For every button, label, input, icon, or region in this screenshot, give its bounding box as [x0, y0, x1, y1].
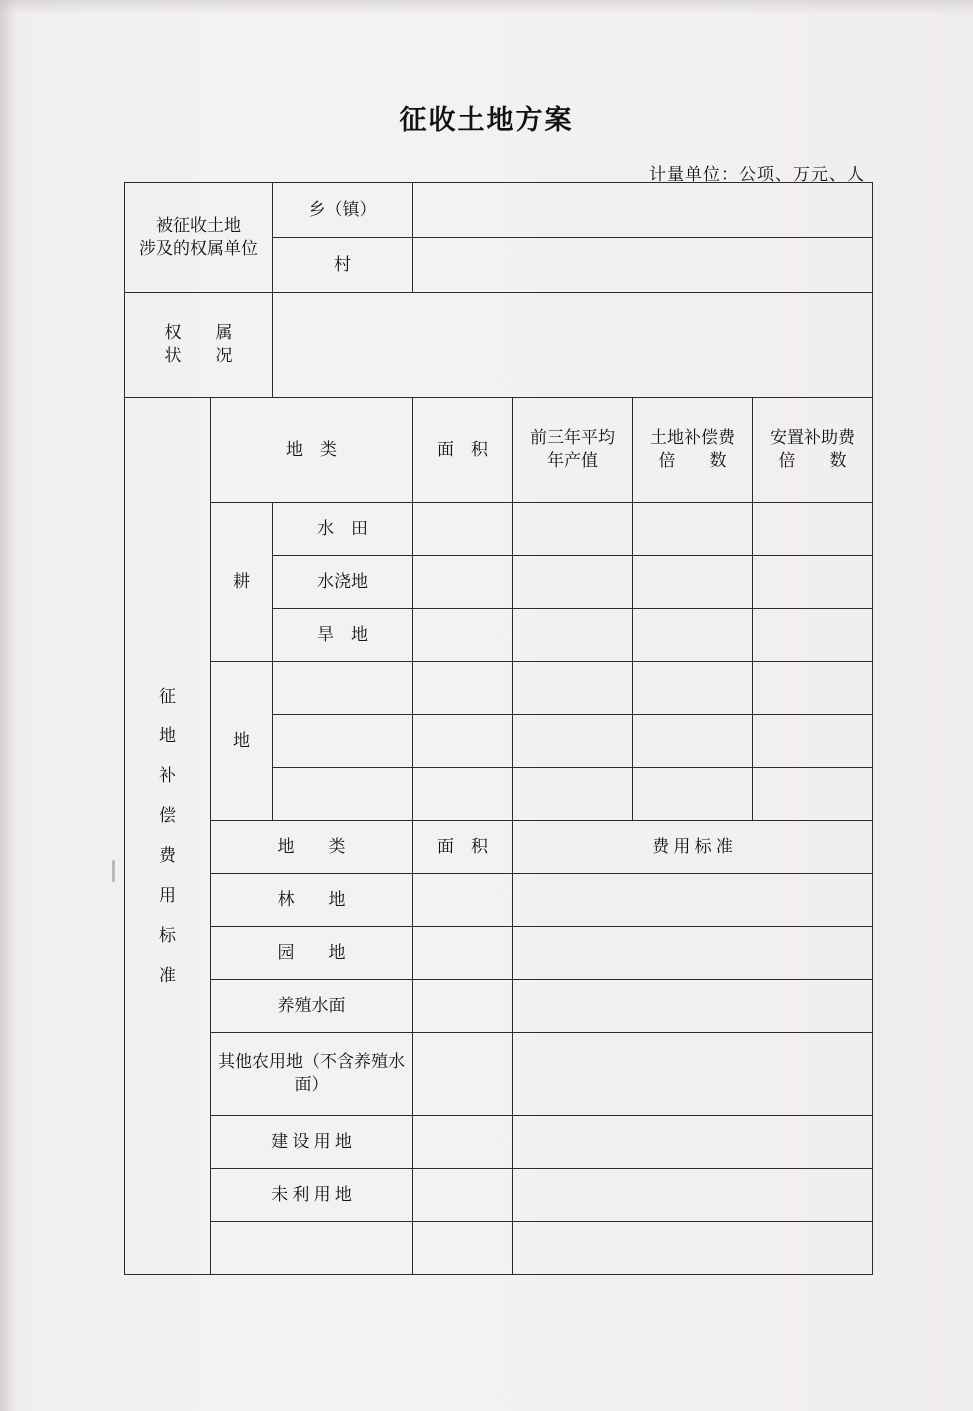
farmland-row-landcomp-2[interactable]	[633, 609, 753, 662]
table-row-owner-town	[125, 183, 873, 238]
other-row-fee-4[interactable]	[513, 1116, 873, 1169]
farmland-row-name-4[interactable]	[273, 715, 413, 768]
farmland-row-yield-5[interactable]	[513, 768, 633, 821]
farmland-row-yield-1[interactable]	[513, 556, 633, 609]
header-resettlement-subsidy	[753, 398, 873, 503]
header-avg-yield-line2: 年产值	[547, 451, 598, 470]
other-row-area-5[interactable]	[413, 1169, 513, 1222]
header-area: 面 积	[413, 398, 513, 503]
owner-unit-label	[125, 183, 273, 293]
other-row-name-0: 林 地	[211, 874, 413, 927]
compensation-side-label	[125, 398, 211, 1275]
farmland-group-label-top: 耕	[211, 503, 273, 662]
farmland-row-area-0[interactable]	[413, 503, 513, 556]
side-label-char-4: 费	[159, 846, 176, 865]
table-row-farmland-blank-1	[125, 662, 873, 715]
scan-artifact	[112, 860, 115, 882]
other-row-fee-2[interactable]	[513, 980, 873, 1033]
farmland-row-area-1[interactable]	[413, 556, 513, 609]
ownership-status-label-line1: 权 属	[164, 323, 233, 343]
table-row-aquaculture-surface	[125, 980, 873, 1033]
land-requisition-form-table	[124, 182, 873, 1275]
farmland-row-area-3[interactable]	[413, 662, 513, 715]
farmland-row-resettle-1[interactable]	[753, 556, 873, 609]
header-resettlement-line1: 安置补助费	[770, 428, 855, 448]
farmland-row-yield-2[interactable]	[513, 609, 633, 662]
farmland-row-yield-0[interactable]	[513, 503, 633, 556]
other-row-fee-3[interactable]	[513, 1033, 873, 1116]
scan-edge-shadow-top	[0, 0, 973, 14]
owner-unit-label-line2: 涉及的权属单位	[139, 238, 258, 258]
farmland-row-landcomp-0[interactable]	[633, 503, 753, 556]
town-label: 乡（镇）	[273, 183, 413, 238]
other-row-area-3[interactable]	[413, 1033, 513, 1116]
farmland-row-resettle-2[interactable]	[753, 609, 873, 662]
side-label-char-0: 征	[159, 686, 176, 706]
other-row-name-6[interactable]	[211, 1222, 413, 1275]
header-avg-yield-line1: 前三年平均	[530, 428, 615, 448]
header-land-compensation	[633, 398, 753, 503]
header-land-compensation-line1: 土地补偿费	[650, 428, 735, 448]
header-land-type: 地 类	[211, 398, 413, 503]
subheader-area: 面 积	[413, 821, 513, 874]
other-row-fee-6[interactable]	[513, 1222, 873, 1275]
farmland-row-name-1: 水浇地	[273, 556, 413, 609]
table-row-subheader	[125, 821, 873, 874]
farmland-row-area-5[interactable]	[413, 768, 513, 821]
other-row-area-0[interactable]	[413, 874, 513, 927]
other-row-name-1: 园 地	[211, 927, 413, 980]
header-avg-yield	[513, 398, 633, 503]
other-row-name-5: 未 利 用 地	[211, 1169, 413, 1222]
farmland-row-name-5[interactable]	[273, 768, 413, 821]
table-row-garden-land	[125, 927, 873, 980]
farmland-row-landcomp-5[interactable]	[633, 768, 753, 821]
ownership-status-value-field[interactable]	[273, 293, 873, 398]
other-row-area-6[interactable]	[413, 1222, 513, 1275]
table-row-unused-land	[125, 1169, 873, 1222]
other-row-name-2: 养殖水面	[211, 980, 413, 1033]
measurement-unit-note: 计量单位：公项、万元、人	[649, 165, 865, 184]
farmland-row-area-4[interactable]	[413, 715, 513, 768]
table-row-construction-land	[125, 1116, 873, 1169]
table-row-compensation-header	[125, 398, 873, 503]
page-title: 征收土地方案	[399, 105, 574, 136]
other-row-area-1[interactable]	[413, 927, 513, 980]
scan-edge-shadow-left	[0, 0, 18, 1411]
ownership-status-label-line2: 状 况	[164, 346, 233, 365]
farmland-row-resettle-4[interactable]	[753, 715, 873, 768]
farmland-row-landcomp-3[interactable]	[633, 662, 753, 715]
header-resettlement-line2: 倍 数	[778, 451, 847, 470]
side-label-char-3: 偿	[159, 806, 176, 826]
compensation-side-label-chars	[125, 677, 210, 996]
side-label-char-6: 标	[159, 925, 176, 945]
side-label-char-2: 补	[159, 766, 176, 786]
table-row-ownership-status	[125, 293, 873, 398]
side-label-char-5: 用	[159, 885, 176, 905]
subheader-land-type: 地 类	[211, 821, 413, 874]
town-value-field[interactable]	[413, 183, 873, 238]
other-row-area-4[interactable]	[413, 1116, 513, 1169]
farmland-row-landcomp-1[interactable]	[633, 556, 753, 609]
other-row-fee-0[interactable]	[513, 874, 873, 927]
farmland-row-resettle-5[interactable]	[753, 768, 873, 821]
other-row-fee-5[interactable]	[513, 1169, 873, 1222]
farmland-row-yield-4[interactable]	[513, 715, 633, 768]
table-row-forest-land	[125, 874, 873, 927]
side-label-char-7: 准	[159, 965, 176, 985]
farmland-row-resettle-0[interactable]	[753, 503, 873, 556]
farmland-group-label-bottom: 地	[211, 662, 273, 821]
other-row-name-4: 建 设 用 地	[211, 1116, 413, 1169]
farmland-row-name-2: 旱 地	[273, 609, 413, 662]
ownership-status-label	[125, 293, 273, 398]
farmland-row-name-3[interactable]	[273, 662, 413, 715]
other-row-fee-1[interactable]	[513, 927, 873, 980]
farmland-row-landcomp-4[interactable]	[633, 715, 753, 768]
farmland-row-area-2[interactable]	[413, 609, 513, 662]
village-value-field[interactable]	[413, 238, 873, 293]
table-row-farmland-paddy	[125, 503, 873, 556]
owner-unit-label-line1: 被征收土地	[156, 215, 241, 235]
header-land-compensation-line2: 倍 数	[658, 451, 727, 470]
other-row-area-2[interactable]	[413, 980, 513, 1033]
table-row-other-blank	[125, 1222, 873, 1275]
subheader-fee-standard: 费 用 标 准	[513, 821, 873, 874]
farmland-row-yield-3[interactable]	[513, 662, 633, 715]
farmland-row-resettle-3[interactable]	[753, 662, 873, 715]
farmland-row-name-0: 水 田	[273, 503, 413, 556]
village-label: 村	[273, 238, 413, 293]
other-row-name-3: 其他农用地（不含养殖水面）	[211, 1033, 413, 1116]
table-row-other-agricultural-land	[125, 1033, 873, 1116]
side-label-char-1: 地	[159, 726, 176, 746]
